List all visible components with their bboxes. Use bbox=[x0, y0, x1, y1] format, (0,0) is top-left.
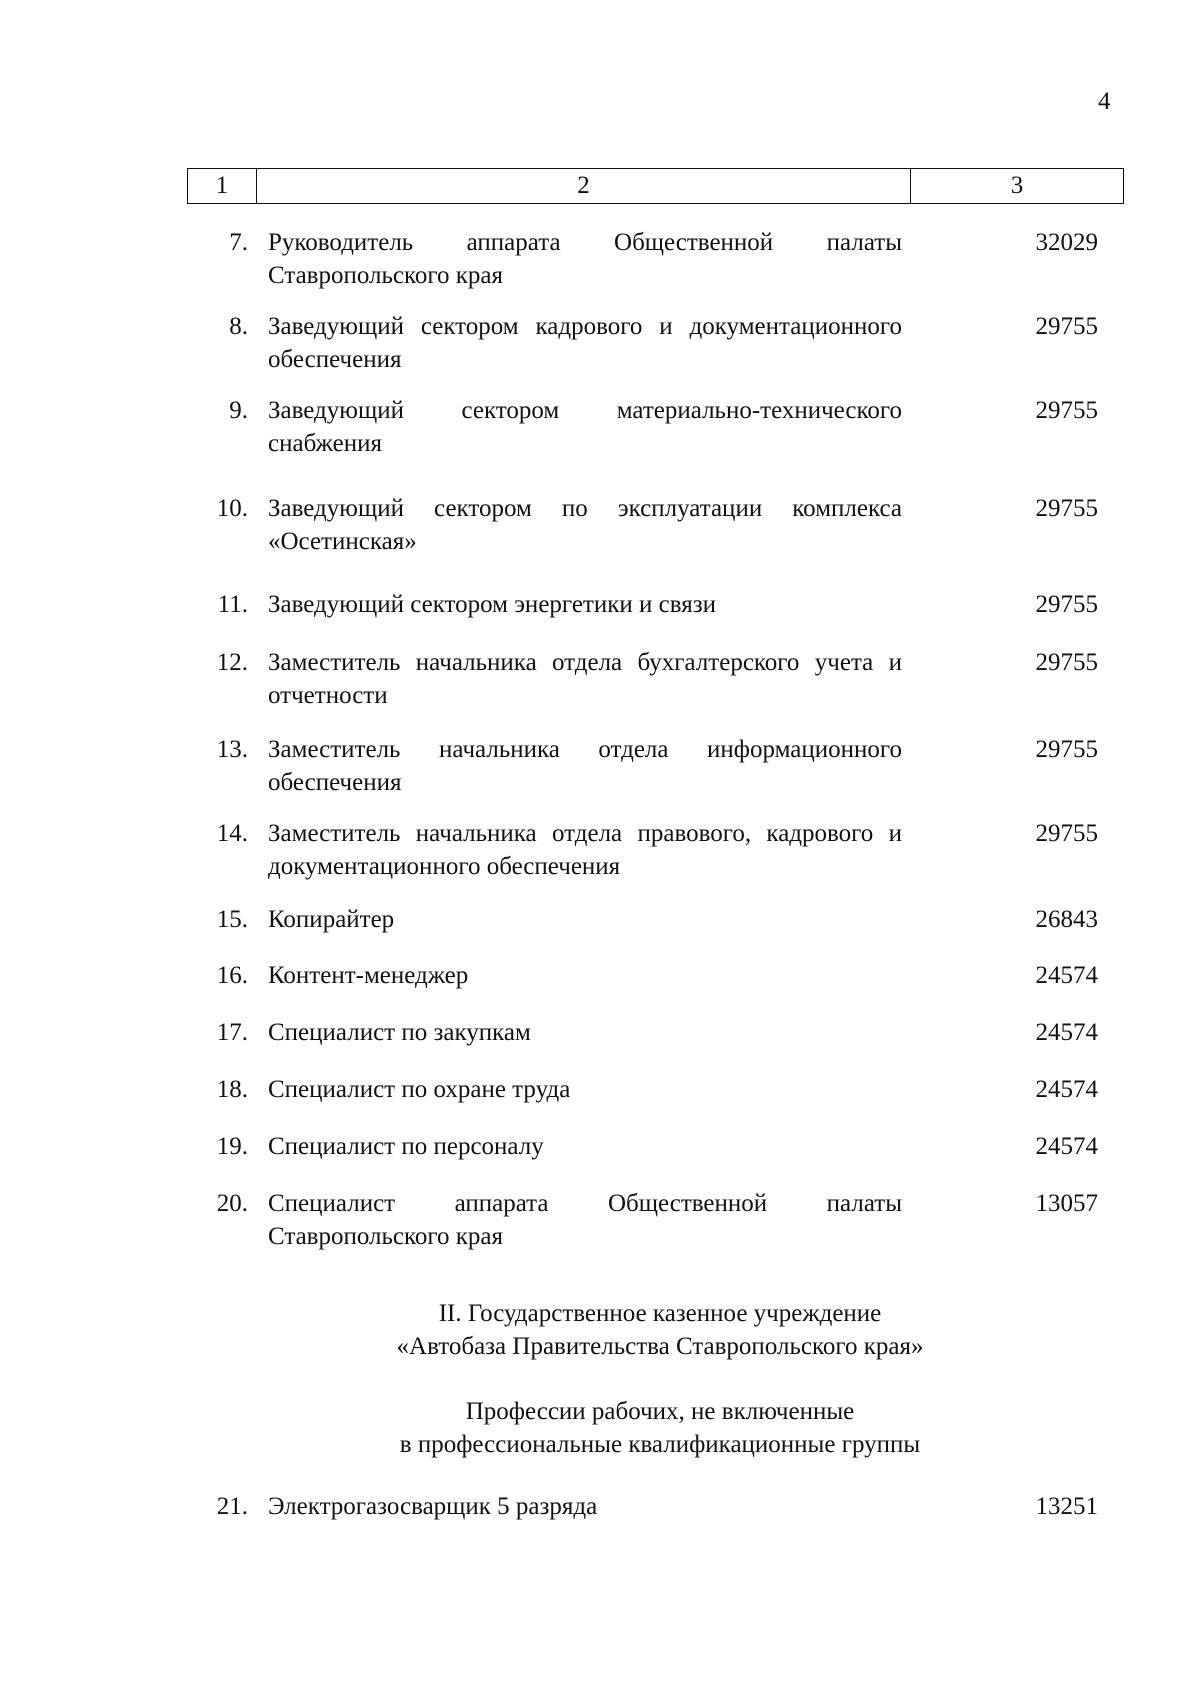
position-title: Контент-менеджер bbox=[268, 962, 469, 989]
salary-value: 24574 bbox=[1035, 962, 1098, 989]
position-title: Заместитель начальника отдела информационного обеспечения bbox=[268, 736, 902, 796]
section-heading bbox=[300, 1297, 1020, 1363]
position-title: Специалист по персоналу bbox=[268, 1133, 544, 1160]
salary-value: 29755 bbox=[1035, 495, 1098, 522]
column-header-2: 2 bbox=[257, 169, 911, 203]
row-number: 17. bbox=[216, 1019, 248, 1046]
sub-heading bbox=[300, 1395, 1020, 1461]
position-title: Заведующий сектором материально-технического снабжения bbox=[268, 397, 902, 457]
salary-value: 24574 bbox=[1035, 1133, 1098, 1160]
row-number: 15. bbox=[216, 906, 248, 933]
row-number: 8. bbox=[229, 313, 248, 340]
salary-value: 24574 bbox=[1035, 1019, 1098, 1046]
salary-value: 29755 bbox=[1035, 397, 1098, 424]
salary-value: 13251 bbox=[1035, 1493, 1098, 1520]
page-number: 4 bbox=[1098, 88, 1111, 115]
row-number: 12. bbox=[216, 649, 248, 676]
position-title: Электрогазосварщик 5 разряда bbox=[268, 1493, 598, 1520]
section-heading-line-1: II. Государственное казенное учреждение bbox=[438, 1300, 882, 1327]
salary-value: 29755 bbox=[1035, 649, 1098, 676]
column-header-3: 3 bbox=[1010, 172, 1024, 199]
row-number: 7. bbox=[229, 229, 248, 256]
position-title: Специалист аппарата Общественной палаты Ставропольского края bbox=[268, 1190, 902, 1250]
salary-value: 29755 bbox=[1035, 820, 1098, 847]
row-number: 20. bbox=[216, 1190, 248, 1217]
row-number: 9. bbox=[229, 397, 248, 424]
row-number: 14. bbox=[216, 820, 248, 847]
salary-value: 24574 bbox=[1035, 1076, 1098, 1103]
row-number: 21. bbox=[216, 1493, 248, 1520]
position-title: Заместитель начальника отдела правового, кадрового и документационного обеспечения bbox=[268, 820, 902, 880]
salary-value: 13057 bbox=[1035, 1190, 1098, 1217]
position-title: Заведующий сектором кадрового и документационного обеспечения bbox=[268, 313, 902, 373]
position-title: Заведующий сектором по эксплуатации комплекса «Осетинская» bbox=[268, 495, 902, 555]
row-number: 16. bbox=[216, 962, 248, 989]
column-header-1: 1 bbox=[188, 169, 257, 203]
section-heading-line-2: «Автобаза Правительства Ставропольского края» bbox=[396, 1333, 924, 1360]
sub-heading-line-2: в профессиональные квалификационные группы bbox=[399, 1431, 921, 1458]
salary-value: 29755 bbox=[1035, 591, 1098, 618]
position-title: Заместитель начальника отдела бухгалтерского учета и отчетности bbox=[268, 649, 902, 709]
column-header-table bbox=[187, 168, 1124, 204]
row-number: 11. bbox=[217, 591, 248, 618]
position-title: Копирайтер bbox=[268, 906, 395, 933]
row-number: 18. bbox=[216, 1076, 248, 1103]
salary-value: 32029 bbox=[1035, 229, 1098, 256]
sub-heading-line-1: Профессии рабочих, не включенные bbox=[465, 1398, 855, 1425]
row-number: 10. bbox=[216, 495, 248, 522]
row-number: 19. bbox=[216, 1133, 248, 1160]
row-number: 13. bbox=[216, 736, 248, 763]
position-title: Специалист по закупкам bbox=[268, 1019, 531, 1046]
position-title: Специалист по охране труда bbox=[268, 1076, 571, 1103]
salary-value: 26843 bbox=[1035, 906, 1098, 933]
position-title: Руководитель аппарата Общественной палаты Ставропольского края bbox=[268, 229, 902, 289]
salary-value: 29755 bbox=[1035, 736, 1098, 763]
position-title: Заведующий сектором энергетики и связи bbox=[268, 591, 716, 618]
salary-value: 29755 bbox=[1035, 313, 1098, 340]
